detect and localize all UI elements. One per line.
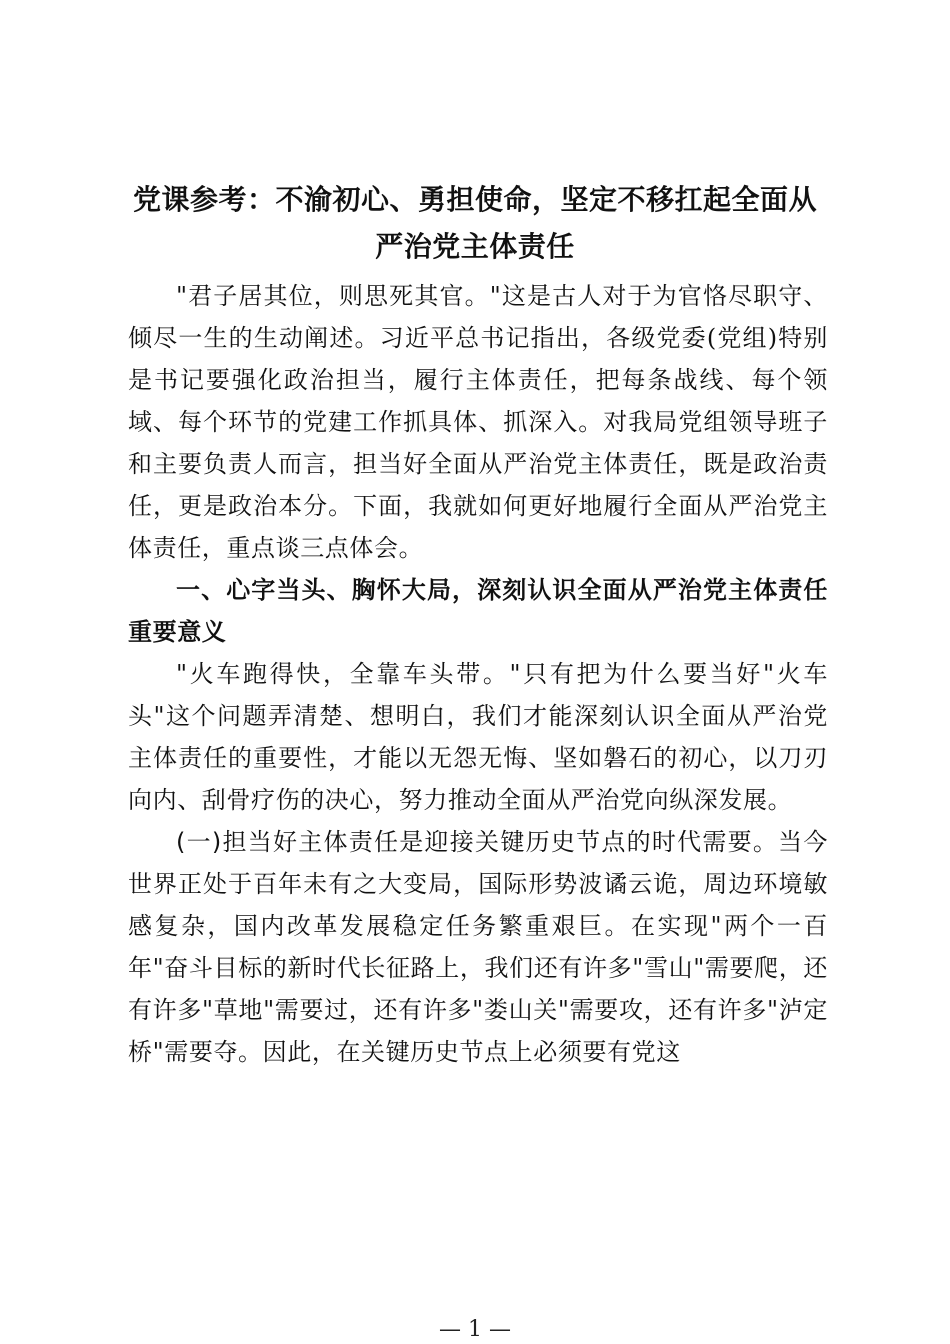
document-body [128,275,828,1073]
document-title: 党课参考：不渝初心、勇担使命，坚定不移扛起全面从严治党主体责任 [132,183,817,263]
subsection-body-text: 当今世界正处于百年未有之大变局，国际形势波谲云诡，周边环境敏感复杂，国内改革发展稳定任务繁重艰巨。在实现"两个一百年"奋斗目标的新时代长征路上，我们还有许多"雪山"需要爬，还有许多"草地"需要过，还有许多"娄山关"需要攻，还有许多"泸定桥"需要夺。因此，在关键历史节点上必须要有党这 [128,828,828,1066]
subsection-lead-sentence: 担当好主体责任是迎接关键历史节点的时代需要。 [221,828,779,856]
intro-paragraph: "君子居其位，则思死其官。"这是古人对于为官恪尽职守、倾尽一生的生动阐述。习近平总书记指出，各级党委(党组)特别是书记要强化政治担当，履行主体责任，把每条战线、每个领域、每个环节的党建工作抓具体、抓深入。对我局党组领导班子和主要负责人而言，担当好全面从严治党主体责任，既是政治责任，更是政治本分。下面，我就如何更好地履行全面从严治党主体责任，重点谈三点体会。 [128,282,828,562]
subsection-marker: (一) [176,828,222,856]
section-heading-1: 一、心字当头、胸怀大局，深刻认识全面从严治党主体责任重要意义 [128,576,828,646]
subsection-1-paragraph [128,821,828,1073]
section-1-paragraph: "火车跑得快，全靠车头带。"只有把为什么要当好"火车头"这个问题弄清楚、想明白，我们才能深刻认识全面从严治党主体责任的重要性，才能以无怨无悔、坚如磐石的初心，以刀刃向内、刮骨疗伤的决心，努力推动全面从严治党向纵深发展。 [128,660,828,814]
page-number: — 1 — [439,1317,511,1342]
